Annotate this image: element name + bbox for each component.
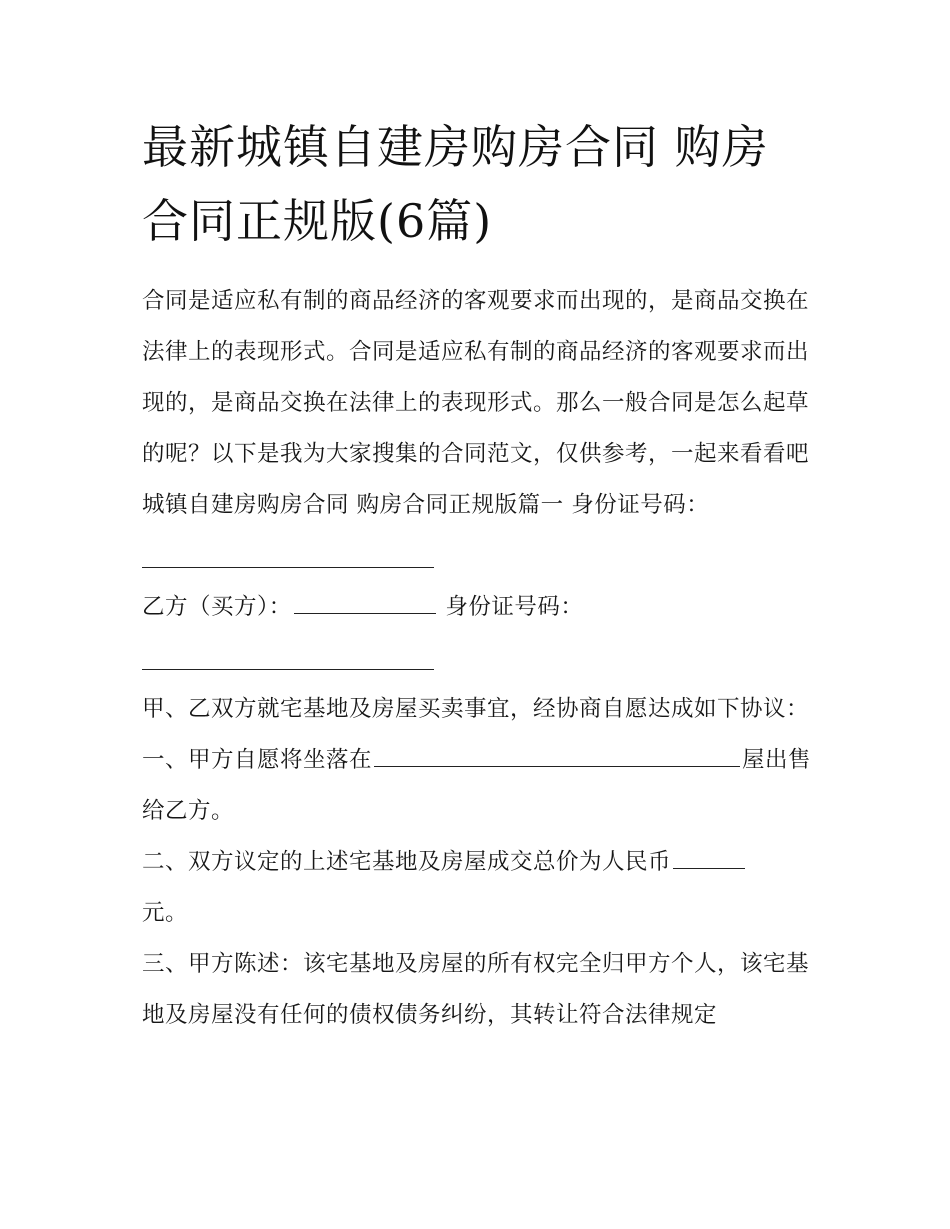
clause-1 — [142, 735, 814, 837]
party-a-id-blank — [142, 531, 434, 582]
property-location-blank — [374, 746, 740, 767]
clause-1-prefix: 一、甲方自愿将坐落在 — [142, 747, 373, 773]
clause-3: 三、甲方陈述：该宅基地及房屋的所有权完全归甲方个人，该宅基地及房屋没有任何的债权债务纠纷，其转让符合法律规定 — [142, 951, 810, 1028]
clause-1-suffix: 屋出售给乙方。 — [142, 747, 812, 824]
party-b-line — [142, 582, 814, 633]
document-title: 最新城镇自建房购房合同 购房合同正规版(6篇) — [142, 120, 769, 248]
clause-2-prefix: 二、双方议定的上述宅基地及房屋成交总价为人民币 — [142, 849, 672, 875]
clause-2-suffix: 元。 — [142, 900, 189, 926]
document-page — [142, 110, 814, 1041]
clause-2 — [142, 837, 814, 939]
agreement-intro: 甲、乙双方就宅基地及房屋买卖事宜，经协商自愿达成如下协议： — [142, 696, 810, 722]
intro-paragraph: 合同是适应私有制的商品经济的客观要求而出现的，是商品交换在法律上的表现形式。合同是适应私有制的商品经济的客观要求而出现的，是商品交换在法律上的表现形式。那么一般合同是怎么起草的呢？以下是我为大家搜集的合同范文，仅供参考，一起来看看吧 — [142, 288, 810, 467]
party-b-id-label: 身份证号码： — [445, 594, 584, 620]
section1-heading: 城镇自建房购房合同 购房合同正规版篇一 身份证号码： — [142, 492, 710, 518]
party-b-id-blank — [142, 633, 434, 684]
price-blank — [673, 848, 745, 869]
party-b-name-blank — [294, 593, 436, 614]
party-b-label: 乙方（买方）： — [142, 594, 292, 620]
